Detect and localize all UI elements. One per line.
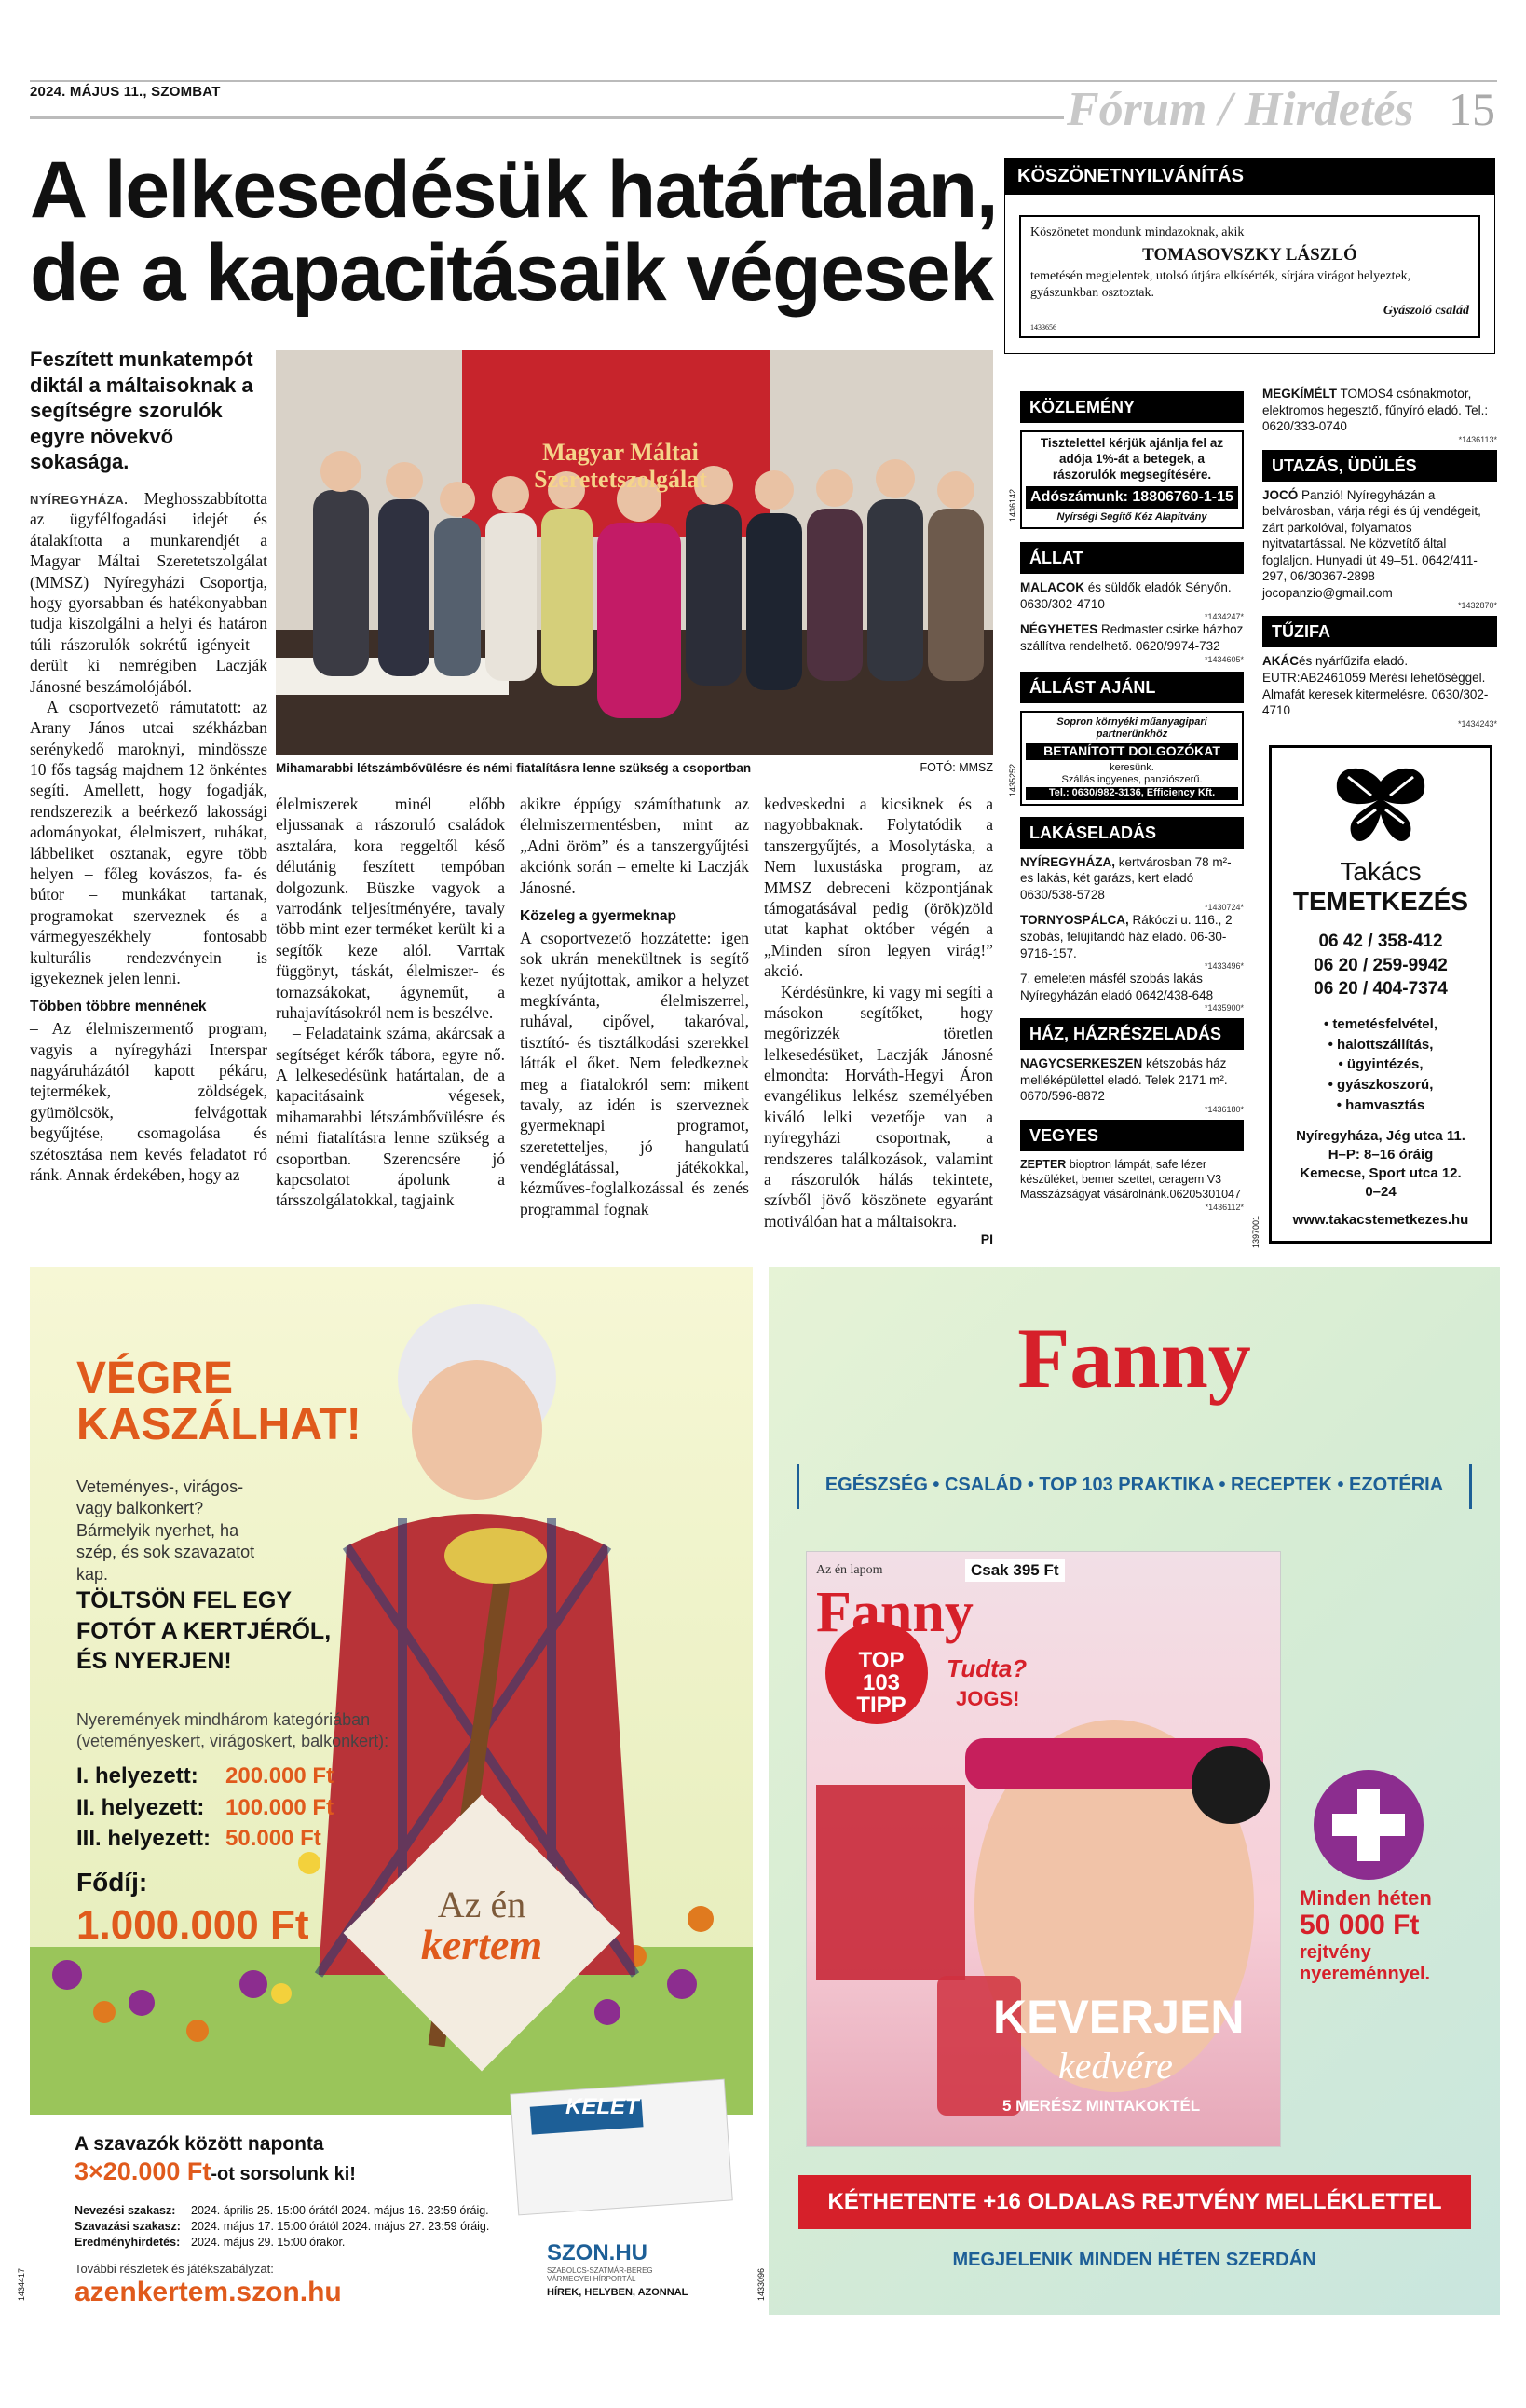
funeral-services: • temetésfelvétel, • halottszállítás, • ügyintézés, • gyászkoszorú, • hamvasztás [1324, 1015, 1437, 1113]
header-rule [30, 116, 1064, 119]
ad-code: 1434417 [17, 2267, 26, 2301]
szon-logo [547, 2240, 688, 2298]
thanks-body: temetésén megjelentek, utolsó útjára elkísérték, sírjára virágot helyeztek, gyászunkban osztoztak. [1030, 269, 1411, 300]
page-number: 15 [1449, 83, 1495, 135]
job-ad-phone: Tel.: 0630/982-3136, Efficiency Kft. [1026, 787, 1238, 800]
sign-line: Az én [437, 1884, 526, 1925]
fanny-tagline: EGÉSZSÉG • CSALÁD • TOP 103 PRAKTIKA • RECEPTEK • EZOTÉRIA [797, 1464, 1472, 1509]
cover-tudta: Tudta? [947, 1654, 1028, 1682]
classified-item: NYÍREGYHÁZA, kertvárosban 78 m²-es lakás, két garázs, kert eladó 0630/538-5728 [1020, 854, 1232, 902]
tax-number: Adószámunk: 18806760-1-15 [1026, 486, 1238, 509]
ad-code: *1436180* [1204, 1104, 1244, 1114]
photo-caption [276, 761, 993, 775]
subheading: Közeleg a gyermeknap [520, 907, 676, 924]
funeral-name: Takács [1340, 857, 1422, 886]
section-header: ÁLLAT [1020, 542, 1244, 574]
article-column-3 [520, 794, 749, 1219]
garden-title-line: KASZÁLHAT! [76, 1400, 361, 1450]
cover-kedvere: kedvére [1058, 2045, 1173, 2087]
funeral-ad [1269, 745, 1492, 1244]
cover-jogsi: JOGS! [956, 1687, 1020, 1710]
paragraph: A csoportvezető hozzátette: igen sok ukrán menekültnek is segítő kezet nyújtottak, amikor a helyzet megkívánta, élelmiszerrel, ruhával, cipővel, takaróval, tisztító- és tisztálkodási szerekkel látták el őket. Nem feledkeznek meg a fiatalokról sem: mikent tavaly, az idén is szerveznek gyermeknapi programot, szeretetteljes, jó hangulatú vendéglátással, játékokkal, kézműves-foglalkozással és zenés programmal fognak [520, 928, 749, 1218]
ad-code: *1434247* [1204, 612, 1244, 622]
section-title: Fórum / Hirdetés [1067, 83, 1414, 136]
subheading: Többen többre mennének [30, 999, 207, 1015]
garden-sign [388, 1886, 575, 1966]
headline-line-1: A lelkesedésük határtalan, [30, 145, 998, 235]
ad-code: *1433496* [1204, 961, 1244, 972]
szon-subtitle: SZABOLCS-SZATMÁR-BEREG VÁRMEGYEI HÍRPORTÁL [547, 2266, 653, 2283]
cover-top103: TOP 103 TIPP [856, 1648, 906, 1718]
job-ad-line: Sopron környéki műanyagipari partnerünkhöz [1056, 715, 1207, 741]
deceased-name: TOMASOVSZKY LÁSZLÓ [1142, 244, 1357, 265]
ad-code: 1436142 [1008, 488, 1017, 522]
classified-item: MALACOK és süldők eladók Sényőn. 0630/302-4710 [1020, 580, 1232, 611]
paragraph: kedveskedni a kicsiknek és a nagyobbaknak. Folytatódik a tanszergyűjtés, a Mosolytáska, a Nem luxustáska program, az MMSZ debreceni központjának támogatásával pedig (örök)zöld utat kaphat október végén a „Minden síron legyen virág!” akció. [764, 795, 993, 981]
ad-code: 1397001 [1251, 1215, 1260, 1248]
contest-phases: Nevezési szakasz: 2024. április 25. 15:00 órától 2024. május 16. 23:59 óráig. Szavazási szakasz: 2024. május 17. 15:00 órától 2024. május 27. 23:59 óráig. Eredményhirdetés: 2024. május 29. 15:00 órakor. [75, 2204, 490, 2249]
daily-prize: 3×20.000 Ft-ot sorsolunk ki! [75, 2157, 356, 2185]
classified-item: 7. emeleten másfél szobás lakás Nyíregyházán eladó 0642/438-648 [1020, 972, 1214, 1002]
newspaper-logo: KELET [565, 2094, 639, 2119]
grand-prize-label: Fődíj: [76, 1868, 148, 1897]
garden-intro: Veteményes-, virágos-vagy balkonkert? Bármelyik nyerhet, ha szép, és sok szavazatot kap. [76, 1477, 255, 1584]
butterfly-icon [1329, 763, 1432, 847]
thanks-frame [1019, 215, 1480, 338]
ad-code: *1432870* [1457, 601, 1497, 611]
article-column-1 [30, 488, 267, 1185]
classified-item: ZEPTER bioptron lámpát, safe lézer készüléket, bemer szettet, ceragem V3 Masszázságyat vásárolnánk.06205301047 [1020, 1157, 1241, 1202]
section-header: KÖZLEMÉNY [1020, 391, 1244, 423]
ad-code: 1433656 [1030, 323, 1056, 332]
classified-item: TORNYOSPÁLCA, Rákóczi u. 116., 2 szobás, felújítandó ház eladó. 06-30-9716-157. [1020, 913, 1233, 960]
phone-number: 06 20 / 404-7374 [1314, 979, 1448, 1000]
cover-cocktails: 5 MERÉSZ MINTAKOKTÉL [1002, 2097, 1201, 2115]
ad-code: *1430724* [1204, 903, 1244, 913]
funeral-phones [1272, 930, 1490, 1001]
article-column-2 [276, 794, 505, 1211]
paragraph: – Az élelmiszermentő program, vagyis a nyíregyházi Interspar nagyáruházától kapott pékáru, tejtermékek, zöldségek, gyümölcsök, felvágottak begyűjtése, csomagolása és szétosztása nem kevés feladatot ró ránk. Annak érdekében, hogy az [30, 1019, 267, 1184]
funeral-website[interactable]: www.takacstemetkezes.hu [1292, 1211, 1469, 1228]
job-ad-title: BETANÍTOTT DOLGOZÓKAT [1026, 743, 1238, 760]
article-headline [30, 145, 1008, 319]
thanks-notice [1004, 194, 1495, 354]
fanny-logo: Fanny [1017, 1311, 1251, 1406]
ad-code: *1434243* [1457, 718, 1497, 728]
section-header: LAKÁSELADÁS [1020, 817, 1244, 849]
szon-brand: SZON.HU [547, 2240, 647, 2265]
magazine-cover [806, 1551, 1281, 2147]
garden-title-line: VÉGRE [76, 1354, 234, 1403]
paragraph: A csoportvezető rámutatott: az Arany János utcai székházban serénykedő maroknyi, mindössze 10 fős tagság majdnem 12 önkéntes segíti. Amellett, hogy fogadják, rendszerezik a beérkező lakossági adományokat, élelmiszert, ruhákat, lábbeliket osztanak, egyre több helyen – főleg kovászos, fa- és bútor – munkákat tartanak, programokat szerveznek és a vármegyeszékhely fontosabb kulturális rendezvényein is igyekeznek jelen lenni. [30, 697, 267, 987]
classifieds-left [1020, 391, 1244, 1212]
classified-item: NAGYCSERKESZEN kétszobás ház melléképülettel eladó. Telek 2171 m². 0670/596-8872 [1020, 1056, 1228, 1104]
publication-day: MEGJELENIK MINDEN HÉTEN SZERDÁN [952, 2250, 1316, 2270]
ad-code: 1433096 [756, 2267, 766, 2301]
garden-title [76, 1355, 361, 1449]
photo-banner-text: Magyar Máltai Szeretetszolgálat [534, 439, 707, 493]
section-header: HÁZ, HÁZRÉSZELADÁS [1020, 1018, 1244, 1050]
caption-text: Mihamarabbi létszámbővülésre és némi fiatalításra lenne szükség a csoportban [276, 761, 752, 775]
ad-code: *1435900* [1204, 1003, 1244, 1014]
section-header: ÁLLÁST AJÁNL [1020, 672, 1244, 703]
classified-item: MEGKÍMÉLT TOMOS4 csónakmotor, elektromos hegesztő, fűnyíró eladó. Tel.: 0620/333-0740 [1262, 387, 1489, 434]
cover-price: Csak 395 Ft [965, 1559, 1065, 1582]
article-column-4 [764, 794, 993, 1248]
paragraph: Kérdésünkre, ki vagy mi segíti a másokon segítőket, hogy megőrizzék töretlen lelkesedésüket, Laczják Jánosné elmondta: Horváth-Hegyi Áron evangélikus lelkész személyében kiváló lelki vezetője van a nyíregyházi csoportnak, a rendszeres találkozások, valamint a rászorulók hálás tekintete, szívből jövő köszönete egyaránt motiválóan hat a máltaisokra. [764, 982, 993, 1231]
garden-contest-ad [30, 1267, 753, 2315]
section-header: VEGYES [1020, 1120, 1244, 1151]
job-ad-box [1020, 711, 1244, 806]
foundation-name: Nyírségi Segítő Kéz Alapítvány [1056, 510, 1207, 523]
classified-item: JOCÓ Panzió! Nyíregyházán a belvárosban, várja régi és új vendégeit, zárt parkolóval, folyamatos nyitvatartással. Ne közvetítő által foglaljon. Hunyadi út 49–51. 0642/411-297, 06/30367-2898 jocopanzio@gmail.com [1262, 487, 1481, 600]
phone-number: 06 42 / 358-412 [1318, 932, 1443, 951]
photo-credit: FOTÓ: MMSZ [920, 761, 993, 774]
job-ad-line: keresünk. [1110, 761, 1154, 773]
funeral-addresses: Nyíregyháza, Jég utca 11. H–P: 8–16 óráig Kemecse, Sport utca 12. 0–24 [1296, 1127, 1465, 1201]
sign-line: kertem [420, 1921, 543, 1968]
ad-code: *1436112* [1205, 1202, 1244, 1212]
classifieds-right [1262, 386, 1497, 728]
prizes-intro: Nyeremények mindhárom kategóriában (veteményeskert, virágoskert, balkonkert): [76, 1710, 389, 1751]
thanks-intro: Köszönetet mondunk mindazoknak, akik [1030, 225, 1245, 239]
szon-tagline: HÍREK, HELYBEN, AZONNAL [547, 2287, 688, 2298]
notice-box [1020, 430, 1244, 529]
article-lead: Feszített munkatempót diktál a máltaisoknak a segítségre szorulók egyre növekvő sokasága. [30, 347, 253, 473]
cover-top: Az én lapom [816, 1563, 883, 1577]
cover-logo: Fanny [816, 1581, 974, 1644]
plus-icon [1314, 1770, 1424, 1880]
group-photo-illustration [276, 350, 993, 755]
phone-number: 06 20 / 259-9942 [1314, 955, 1448, 975]
grand-prize-value: 1.000.000 Ft [76, 1902, 309, 1948]
author-signature: PI [980, 1231, 993, 1247]
puzzle-banner: KÉTHETENTE +16 OLDALAS REJTVÉNY MELLÉKLETTEL [798, 2175, 1471, 2229]
section-header: TŰZIFA [1262, 616, 1497, 647]
fanny-magazine-ad [769, 1267, 1500, 2315]
more-info: További részletek és játékszabályzat: [75, 2262, 274, 2276]
puzzle-prize: Minden héten 50 000 Ft rejtvény nyereménnyel. [1300, 1886, 1432, 1984]
cover-keverjen: KEVERJEN [993, 1991, 1245, 2043]
paragraph: élelmiszerek minél előbb eljussanak a rászoruló családok asztalára, kora reggeltől késő délutánig feszített tempóban dolgozunk. Büszke vagyok a varrodánk teljesítményére, tavaly több mint ezer terméket került ki a segítők keze alól. Varrtak függönyt, táskát, élelmiszer- és tornazsákokat, ágyneműt, a ruhajavításokról nem is beszélve. [276, 795, 505, 1022]
funeral-title: TEMETKEZÉS [1292, 887, 1469, 916]
article-photo [276, 350, 993, 755]
thanks-header: KÖSZÖNETNYILVÁNÍTÁS [1004, 158, 1495, 194]
job-ad-line: Szállás ingyenes, panziószerű. [1061, 774, 1203, 786]
issue-date: 2024. MÁJUS 11., SZOMBAT [30, 84, 221, 100]
thanks-signature: Gyászoló család [1383, 304, 1469, 319]
paragraph: – Feladataink száma, akárcsak a segítséget kérők tábora, egyre nő. A lelkesedésünk határtalan, de a kapacitásaink végesek, mihamarabbi létszámbővülésre és némi fiatalításra lenne szükség a csoportban. Szerencsére jó kapcsolatot ápolunk a társszolgálatokkal, tagjaink [276, 1024, 505, 1210]
paragraph: Meghosszabbította az ügyfélfogadási idejét és átalakította a munkarendjét a Magyar Máltai Szeretetszolgálat (MMSZ) Nyíregyházi Csoportja, hogy gyorsabban és hatékonyabban tudja kiszolgálni a helyi és határon túli rászorulók sokrétű igényeit – derült ki nemrégiben Laczják Jánosné beszámolójából. [30, 489, 267, 696]
headline-line-2: de a kapacitásaik végesek [30, 228, 993, 319]
ad-code: *1434605* [1204, 654, 1244, 664]
classified-item: NÉGYHETES Redmaster csirke házhoz szállítva rendelhető. 0620/9974-732 [1020, 622, 1244, 654]
dateline: NYÍREGYHÁZA. [30, 493, 129, 507]
ad-code: *1436113* [1458, 434, 1497, 444]
daily-draw: A szavazók között naponta [75, 2133, 324, 2155]
garden-cta: TÖLTSÖN FEL EGY FOTÓT A KERTJÉRŐL, ÉS NYERJEN! [76, 1587, 332, 1674]
ad-code: 1435252 [1008, 763, 1017, 796]
classified-item: AKÁCés nyárfűzifa eladó. EUTR:AB2461059 Mérési lehetőséggel. Almafát keresek kitermelésre. 0630/302-4710 [1262, 654, 1489, 718]
contest-url[interactable]: azenkertem.szon.hu [75, 2277, 342, 2307]
section-header: UTAZÁS, ÜDÜLÉS [1262, 450, 1497, 482]
prize-list: I. helyezett: 200.000 Ft II. helyezett: 100.000 Ft III. helyezett: 50.000 Ft [76, 1763, 334, 1852]
notice-text: Tisztelettel kérjük ajánlja fel az adója 1%-át a betegek, a rászorulók megsegítésére. [1040, 436, 1224, 482]
paragraph: akikre éppúgy számíthatunk az élelmiszermentésben, mint az „Adni öröm” és a tanszergyűjtési akciónk során – emelte ki Laczják Jánosné. [520, 795, 749, 897]
